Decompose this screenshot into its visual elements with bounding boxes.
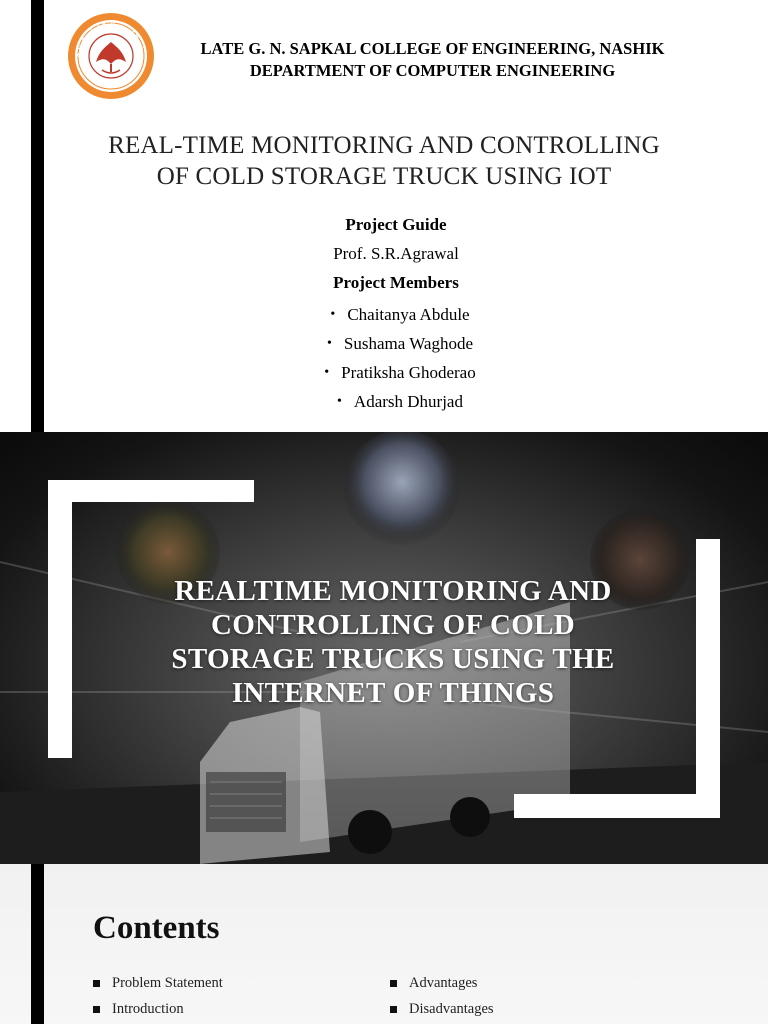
contents-title: Contents	[93, 910, 220, 946]
left-accent-bar	[31, 864, 44, 1024]
bullet-icon: •	[324, 364, 330, 380]
contents-item: Advantages	[409, 974, 478, 991]
member-name: Pratiksha Ghoderao	[341, 362, 476, 382]
bullet-icon: •	[337, 393, 342, 409]
list-item	[390, 970, 494, 996]
title-slide	[0, 0, 768, 432]
square-bullet-icon	[390, 980, 397, 987]
department-name: DEPARTMENT OF COMPUTER ENGINEERING	[249, 61, 616, 80]
guide-heading: Project Guide	[345, 215, 447, 234]
cover-title	[120, 574, 666, 710]
contents-slide	[0, 864, 768, 1024]
frame-bracket-bottom-right	[514, 794, 720, 818]
member-name: Sushama Waghode	[343, 333, 473, 353]
list-item	[93, 970, 223, 996]
list-item	[93, 996, 223, 1022]
college-header	[160, 38, 705, 82]
project-title-line-1: REAL-TIME MONITORING AND CONTROLLING	[108, 132, 660, 159]
frame-bracket-bottom-right-vertical	[696, 539, 720, 818]
contents-item: Disadvantages	[409, 1000, 494, 1017]
square-bullet-icon	[93, 1006, 100, 1013]
list-item	[300, 358, 500, 387]
cover-title-line-1: REALTIME MONITORING AND	[174, 575, 612, 607]
square-bullet-icon	[390, 1006, 397, 1013]
list-item	[300, 329, 500, 358]
member-name: Adarsh Dhurjad	[353, 391, 463, 411]
square-bullet-icon	[93, 980, 100, 987]
contents-item: Introduction	[112, 1000, 184, 1017]
list-item	[390, 996, 494, 1022]
project-title	[40, 130, 728, 192]
member-name: Chaitanya Abdule	[347, 304, 470, 324]
list-item	[300, 300, 500, 329]
college-logo-icon	[66, 12, 156, 100]
members-heading: Project Members	[333, 273, 459, 292]
bullet-icon: •	[326, 335, 332, 351]
college-name: LATE G. N. SAPKAL COLLEGE OF ENGINEERING, NASHIK	[200, 39, 665, 58]
bullet-icon: •	[330, 306, 336, 322]
cover-title-line-3: STORAGE TRUCKS USING THE	[171, 643, 615, 675]
guide-name: Prof. S.R.Agrawal	[333, 244, 459, 263]
cover-title-line-4: INTERNET OF THINGS	[231, 677, 555, 709]
contents-list-right	[390, 970, 494, 1022]
frame-bracket-top-left-vertical	[48, 480, 72, 758]
members-list	[300, 300, 500, 416]
list-item	[300, 387, 500, 416]
contents-item: Problem Statement	[112, 974, 223, 991]
cover-image-slide	[0, 432, 768, 864]
frame-bracket-top-left	[48, 480, 254, 502]
project-title-line-2: OF COLD STORAGE TRUCK USING IOT	[156, 163, 612, 190]
contents-list-left	[93, 970, 223, 1022]
cover-title-line-2: CONTROLLING OF COLD	[211, 609, 575, 641]
svg-text:Late G.N. Sapkal College of En: G.N. Sapkal College of Engine	[76, 21, 146, 58]
